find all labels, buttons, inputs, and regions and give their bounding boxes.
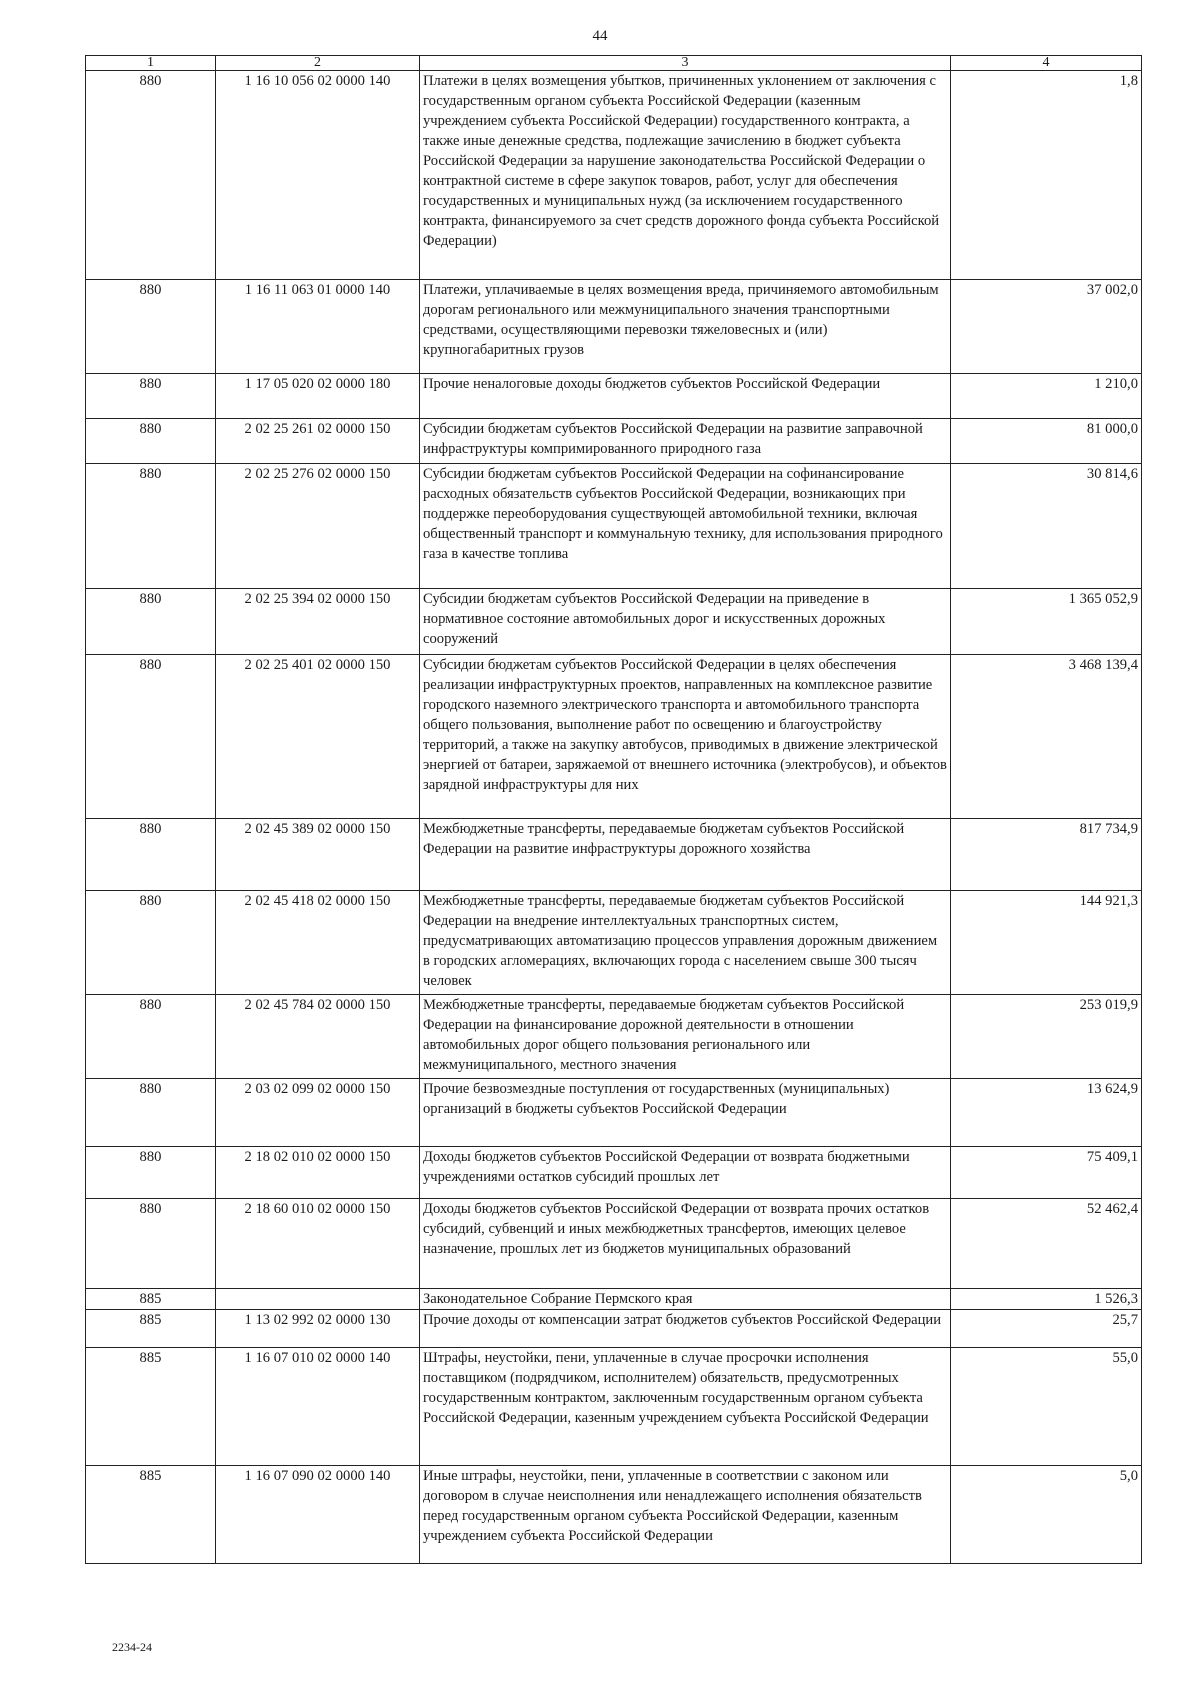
table-row xyxy=(86,655,1142,819)
description-cell: Штрафы, неустойки, пени, уплаченные в случае просрочки исполнения поставщиком (подрядчиком, исполнителем) обязательств, предусмотренных государственным контрактом, заключенным государственным органом субъекта Российской Федерации, казенным учреждением субъекта Российской Федерации xyxy=(420,1348,951,1466)
budget-code-cell: 2 02 45 418 02 0000 150 xyxy=(216,891,420,995)
admin-code-cell: 885 xyxy=(86,1289,216,1310)
footer-document-code: 2234-24 xyxy=(112,1640,152,1654)
budget-code-cell: 2 02 45 784 02 0000 150 xyxy=(216,995,420,1079)
budget-code-cell: 2 02 25 401 02 0000 150 xyxy=(216,655,420,819)
admin-code-cell: 880 xyxy=(86,655,216,819)
admin-code-cell: 885 xyxy=(86,1466,216,1564)
amount-cell: 1 365 052,9 xyxy=(951,589,1142,655)
amount-cell: 25,7 xyxy=(951,1310,1142,1348)
table-row xyxy=(86,1310,1142,1348)
budget-code-cell: 1 16 07 010 02 0000 140 xyxy=(216,1348,420,1466)
column-header-description: 3 xyxy=(420,56,951,71)
admin-code-cell: 880 xyxy=(86,819,216,891)
admin-code-cell: 885 xyxy=(86,1310,216,1348)
table-row xyxy=(86,374,1142,419)
amount-cell: 75 409,1 xyxy=(951,1147,1142,1199)
description-cell: Доходы бюджетов субъектов Российской Федерации от возврата прочих остатков субсидий, субвенций и иных межбюджетных трансфертов, имеющих целевое назначение, прошлых лет из бюджетов муниципальных образований xyxy=(420,1199,951,1289)
table-row xyxy=(86,1289,1142,1310)
admin-code-cell: 880 xyxy=(86,464,216,589)
table-row xyxy=(86,1348,1142,1466)
column-header-amount: 4 xyxy=(951,56,1142,71)
description-cell: Межбюджетные трансферты, передаваемые бюджетам субъектов Российской Федерации на развитие инфраструктуры дорожного хозяйства xyxy=(420,819,951,891)
budget-code-cell: 2 18 60 010 02 0000 150 xyxy=(216,1199,420,1289)
budget-code-cell: 2 02 25 276 02 0000 150 xyxy=(216,464,420,589)
amount-cell: 30 814,6 xyxy=(951,464,1142,589)
description-cell: Платежи, уплачиваемые в целях возмещения вреда, причиняемого автомобильным дорогам регионального или межмуниципального значения транспортными средствами, осуществляющими перевозки тяжеловесных и (или) крупногабаритных грузов xyxy=(420,280,951,374)
admin-code-cell: 880 xyxy=(86,1147,216,1199)
table-row xyxy=(86,419,1142,464)
table-row xyxy=(86,589,1142,655)
budget-code-cell: 2 03 02 099 02 0000 150 xyxy=(216,1079,420,1147)
amount-cell: 13 624,9 xyxy=(951,1079,1142,1147)
amount-cell: 253 019,9 xyxy=(951,995,1142,1079)
description-cell: Субсидии бюджетам субъектов Российской Федерации в целях обеспечения реализации инфраструктурных проектов, направленных на комплексное развитие городского наземного электрического транспорта и автомобильного транспорта общего пользования, выполнение работ по освещению и благоустройству территорий, а также на закупку автобусов, приводимых в движение электрической энергией от батареи, заряжаемой от внешнего источника (электробусов), и объектов зарядной инфраструктуры для них xyxy=(420,655,951,819)
admin-code-cell: 880 xyxy=(86,589,216,655)
table-row xyxy=(86,71,1142,280)
table-row xyxy=(86,1079,1142,1147)
admin-code-cell: 880 xyxy=(86,419,216,464)
budget-code-cell: 1 16 10 056 02 0000 140 xyxy=(216,71,420,280)
description-cell: Субсидии бюджетам субъектов Российской Федерации на софинансирование расходных обязательств субъектов Российской Федерации, возникающих при поддержке переоборудования существующей автомобильной техники, включая общественный транспорт и коммунальную технику, для использования природного газа в качестве топлива xyxy=(420,464,951,589)
table-row xyxy=(86,995,1142,1079)
table-row xyxy=(86,891,1142,995)
budget-code-cell: 1 16 11 063 01 0000 140 xyxy=(216,280,420,374)
amount-cell: 52 462,4 xyxy=(951,1199,1142,1289)
admin-code-cell: 880 xyxy=(86,280,216,374)
budget-code-cell: 1 17 05 020 02 0000 180 xyxy=(216,374,420,419)
budget-code-cell: 2 02 25 261 02 0000 150 xyxy=(216,419,420,464)
description-cell: Иные штрафы, неустойки, пени, уплаченные в соответствии с законом или договором в случае неисполнения или ненадлежащего исполнения обязательств перед государственным органом субъекта Российской Федерации, казенным учреждением субъекта Российской Федерации xyxy=(420,1466,951,1564)
amount-cell: 3 468 139,4 xyxy=(951,655,1142,819)
table-row xyxy=(86,1466,1142,1564)
amount-cell: 37 002,0 xyxy=(951,280,1142,374)
admin-code-cell: 880 xyxy=(86,1079,216,1147)
description-cell: Законодательное Собрание Пермского края xyxy=(420,1289,951,1310)
table-row xyxy=(86,1199,1142,1289)
admin-code-cell: 880 xyxy=(86,995,216,1079)
table-row xyxy=(86,280,1142,374)
budget-code-cell: 1 13 02 992 02 0000 130 xyxy=(216,1310,420,1348)
admin-code-cell: 880 xyxy=(86,71,216,280)
amount-cell: 144 921,3 xyxy=(951,891,1142,995)
budget-code-cell: 1 16 07 090 02 0000 140 xyxy=(216,1466,420,1564)
budget-code-cell: 2 18 02 010 02 0000 150 xyxy=(216,1147,420,1199)
description-cell: Платежи в целях возмещения убытков, причиненных уклонением от заключения с государственным органом субъекта Российской Федерации (казенным учреждением субъекта Российской Федерации) государственного контракта, а также иные денежные средства, подлежащие зачислению в бюджет субъекта Российской Федерации за нарушение законодательства Российской Федерации о контрактной системе в сфере закупок товаров, работ, услуг для обеспечения государственных и муниципальных нужд (за исключением государственного контракта, финансируемого за счет средств дорожного фонда субъекта Российской Федерации) xyxy=(420,71,951,280)
budget-code-cell: 2 02 45 389 02 0000 150 xyxy=(216,819,420,891)
page-number: 44 xyxy=(592,28,608,44)
admin-code-cell: 885 xyxy=(86,1348,216,1466)
budget-revenue-table xyxy=(85,55,1142,1564)
description-cell: Субсидии бюджетам субъектов Российской Федерации на развитие заправочной инфраструктуры компримированного природного газа xyxy=(420,419,951,464)
description-cell: Прочие безвозмездные поступления от государственных (муниципальных) организаций в бюджеты субъектов Российской Федерации xyxy=(420,1079,951,1147)
table-header xyxy=(86,56,1142,71)
amount-cell: 1 210,0 xyxy=(951,374,1142,419)
column-header-admin: 1 xyxy=(86,56,216,71)
admin-code-cell: 880 xyxy=(86,891,216,995)
amount-cell: 5,0 xyxy=(951,1466,1142,1564)
description-cell: Межбюджетные трансферты, передаваемые бюджетам субъектов Российской Федерации на финансирование дорожной деятельности в отношении автомобильных дорог общего пользования регионального или межмуниципального, местного значения xyxy=(420,995,951,1079)
table-row xyxy=(86,819,1142,891)
amount-cell: 1 526,3 xyxy=(951,1289,1142,1310)
description-cell: Доходы бюджетов субъектов Российской Федерации от возврата бюджетными учреждениями остатков субсидий прошлых лет xyxy=(420,1147,951,1199)
table-body xyxy=(86,71,1142,1564)
amount-cell: 81 000,0 xyxy=(951,419,1142,464)
description-cell: Прочие доходы от компенсации затрат бюджетов субъектов Российской Федерации xyxy=(420,1310,951,1348)
budget-code-cell: 2 02 25 394 02 0000 150 xyxy=(216,589,420,655)
header-row xyxy=(86,56,1142,71)
column-header-code: 2 xyxy=(216,56,420,71)
budget-code-cell xyxy=(216,1289,420,1310)
description-cell: Прочие неналоговые доходы бюджетов субъектов Российской Федерации xyxy=(420,374,951,419)
amount-cell: 817 734,9 xyxy=(951,819,1142,891)
description-cell: Межбюджетные трансферты, передаваемые бюджетам субъектов Российской Федерации на внедрение интеллектуальных транспортных систем, предусматривающих автоматизацию процессов управления дорожным движением в городских агломерациях, включающих города с населением свыше 300 тысяч человек xyxy=(420,891,951,995)
description-cell: Субсидии бюджетам субъектов Российской Федерации на приведение в нормативное состояние автомобильных дорог и искусственных дорожных сооружений xyxy=(420,589,951,655)
table-row xyxy=(86,464,1142,589)
table-row xyxy=(86,1147,1142,1199)
admin-code-cell: 880 xyxy=(86,374,216,419)
admin-code-cell: 880 xyxy=(86,1199,216,1289)
amount-cell: 55,0 xyxy=(951,1348,1142,1466)
amount-cell: 1,8 xyxy=(951,71,1142,280)
